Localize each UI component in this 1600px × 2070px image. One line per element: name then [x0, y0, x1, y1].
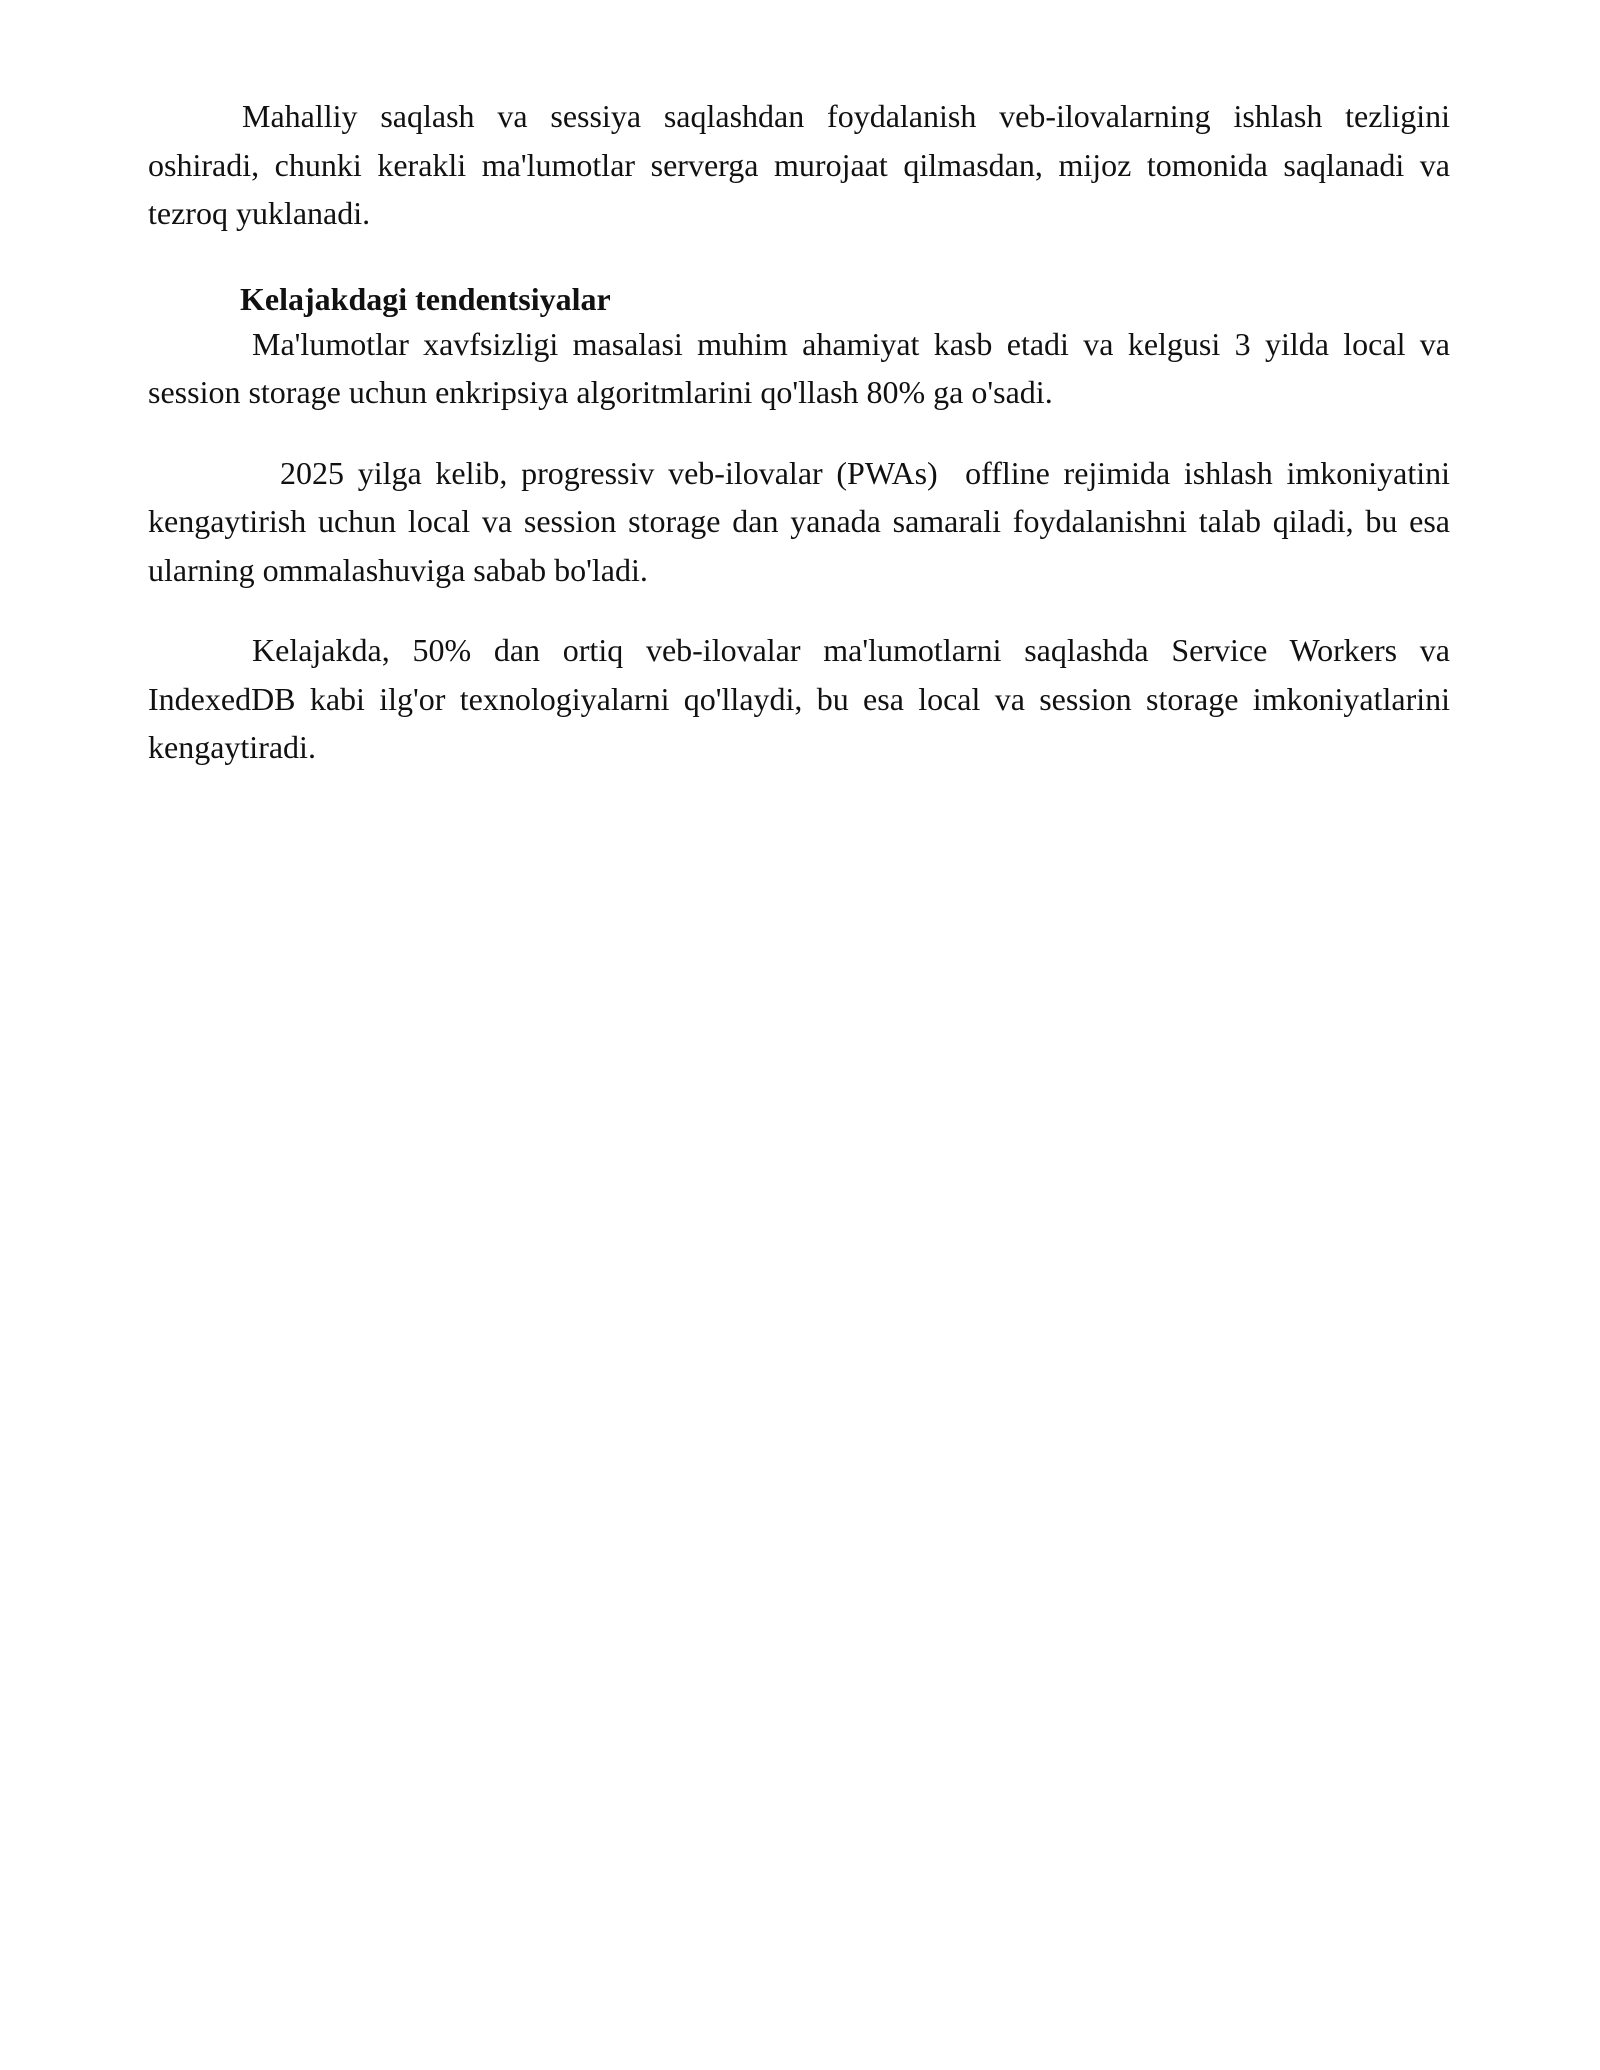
section-heading: Kelajakdagi tendentsiyalar — [240, 280, 611, 317]
document-body — [148, 92, 1458, 772]
paragraph-service-workers-trend: Kelajakda, 50% dan ortiq veb-ilovalar ma'lumotlarni saqlashda Service Workers va IndexedDB kabi ilg'or texnologiyalarni qo'llaydi, bu esa local va session storage imkoniyatlarini kengaytiradi. — [148, 632, 1450, 765]
paragraph-pwa-trend: 2025 yilga kelib, progressiv veb-ilovalar (PWAs) offline rejimida ishlash imkoniyatini kengaytirish uchun local va session storage dan yanada samarali foydalanishni talab qiladi, bu esa ularning ommalashuviga sabab bo'ladi. — [148, 454, 1458, 588]
paragraph-encryption-trend: Ma'lumotlar xavfsizligi masalasi muhim ahamiyat kasb etadi va kelgusi 3 yilda local va session storage uchun enkripsiya algoritmlarini qo'llash 80% ga o'sadi. — [148, 325, 1450, 410]
paragraph-local-storage-speed: Mahalliy saqlash va sessiya saqlashdan foydalanish veb-ilovalarning ishlash tezligini oshiradi, chunki kerakli ma'lumotlar serverga murojaat qilmasdan, mijoz tomonida saqlanadi va tezroq yuklanadi. — [148, 98, 1450, 231]
